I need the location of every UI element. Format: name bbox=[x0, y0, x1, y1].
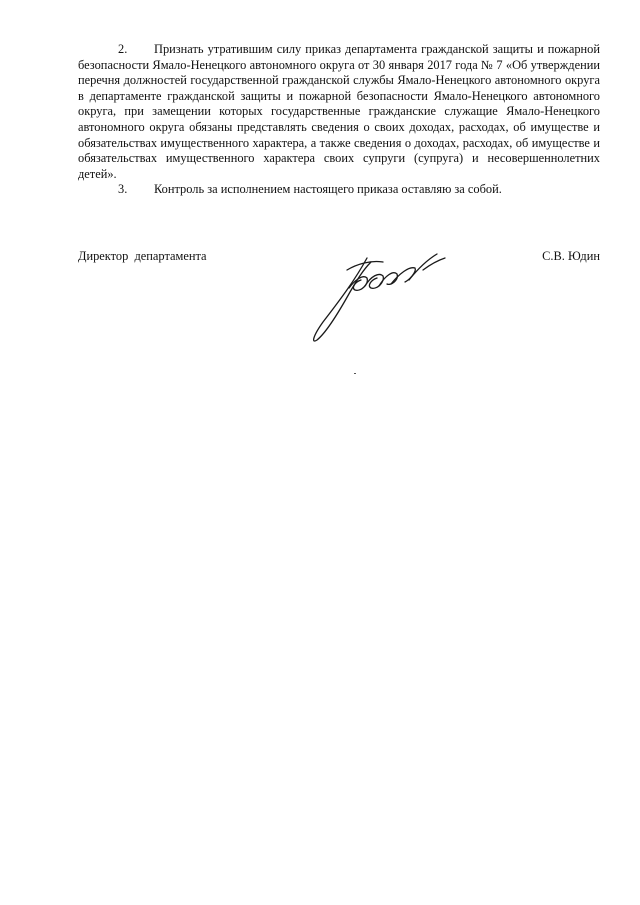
paragraph-3 bbox=[78, 182, 600, 198]
position-title: Директор департамента bbox=[78, 249, 207, 263]
scan-artifact bbox=[354, 373, 356, 374]
paragraph-2 bbox=[78, 42, 600, 182]
paragraph-text: Контроль за исполнением настоящего приказа оставляю за собой. bbox=[154, 182, 502, 197]
paragraph-number: 3. bbox=[118, 182, 128, 197]
signer-name: С.В. Юдин bbox=[542, 249, 600, 263]
paragraph-text: Признать утратившим силу приказ департамента гражданской защиты и пожарной безопасности Ямало-Ненецкого автономного округа от 30 января 2017 года № 7 «Об утверждении перечня должностей государственной гражданской службы Ямало-Ненецкого автономного округа в департаменте гражданской защиты и пожарной безопасности Ямало-Ненецкого автономного округа, при замещении которых государственные гражданские служащие Ямало-Ненецкого автономного округа обязаны представлять сведения о своих доходах, расходах, об имуществе и обязательствах имущественного характера, а также сведения о доходах, расходах, об имуществе и обязательствах имущественного характера своих супруги (супруга) и несовершеннолетних детей». bbox=[78, 42, 600, 181]
handwritten-signature bbox=[305, 240, 455, 350]
document-body bbox=[78, 42, 600, 198]
paragraph-number: 2. bbox=[118, 42, 128, 56]
